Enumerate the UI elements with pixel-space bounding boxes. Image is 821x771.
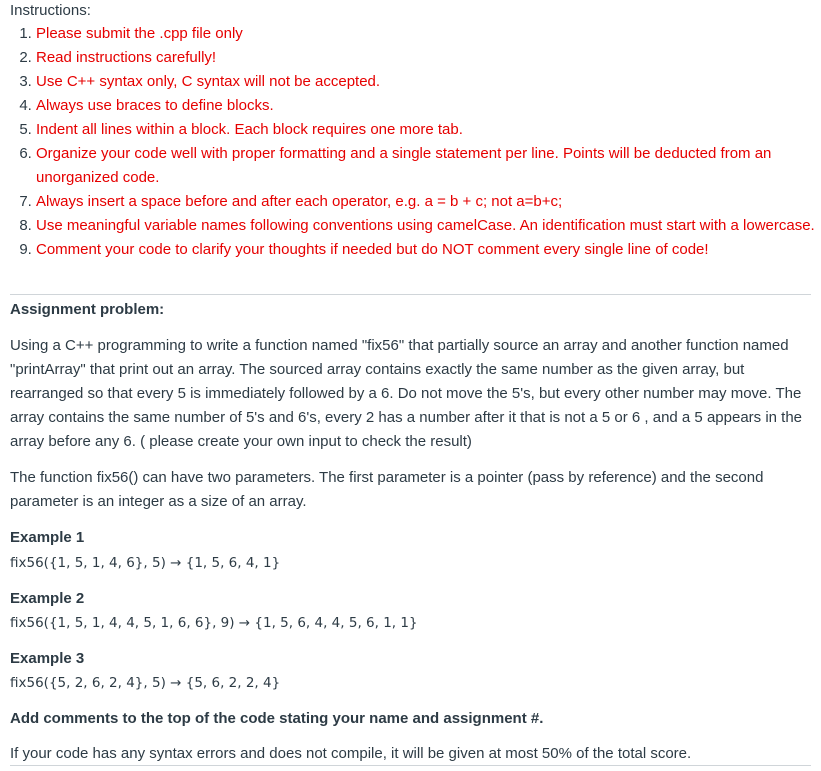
instruction-item [36, 118, 821, 142]
syntax-note: If your code has any syntax errors and does not compile, it will be given at most 50% of the total score. [10, 745, 692, 762]
assignment-heading: Assignment problem: [10, 301, 165, 318]
instruction-item [36, 46, 821, 70]
example-2-code: fix56({1, 5, 1, 4, 4, 5, 1, 6, 6}, 9) → {1, 5, 6, 4, 4, 5, 6, 1, 1} [10, 615, 418, 631]
instruction-item [36, 70, 821, 94]
comments-note: Add comments to the top of the code stating your name and assignment #. [10, 710, 544, 727]
instruction-text: Please submit the .cpp file only [36, 25, 243, 42]
instruction-item [36, 22, 821, 46]
instruction-text: Use C++ syntax only, C syntax will not be accepted. [36, 73, 381, 90]
example-1-title: Example 1 [10, 529, 85, 546]
instructions-list [10, 22, 821, 262]
instruction-item [36, 94, 821, 118]
instruction-text: Indent all lines within a block. Each block requires one more tab. [36, 121, 463, 138]
instruction-item [36, 142, 821, 190]
assignment-paragraph-1: Using a C++ programming to write a function named "fix56" that partially source an array and another function named "printArray" that print out an array. The sourced array contains exactly the same number as the given array, but rearranged so that every 5 is immediately followed by a 6. Do not move the 5's, but every other number may move. The array contains the same number of 5's and 6's, every 2 has a number after it that is not a 5 or 6 , and a 5 appears in the array before any 6. ( please create your own input to check the result) [10, 337, 803, 450]
example-2-title: Example 2 [10, 590, 85, 607]
instruction-text: Read instructions carefully! [36, 49, 217, 66]
example-3-code: fix56({5, 2, 6, 2, 4}, 5) → {5, 6, 2, 2, 4} [10, 675, 281, 691]
assignment-paragraph-2: The function fix56() can have two parameters. The first parameter is a pointer (pass by reference) and the second parameter is an integer as a size of an array. [10, 469, 764, 510]
section-divider [10, 294, 811, 295]
instruction-text: Organize your code well with proper formatting and a single statement per line. Points will be deducted from an unorganized code. [36, 145, 772, 186]
instruction-text: Always insert a space before and after each operator, e.g. a = b + c; not a=b+c; [36, 193, 563, 210]
instruction-text: Comment your code to clarify your thoughts if needed but do NOT comment every single line of code! [36, 241, 709, 258]
example-3-title: Example 3 [10, 650, 85, 667]
instruction-text: Use meaningful variable names following conventions using camelCase. An identification must start with a lowercase. [36, 217, 815, 234]
instruction-item [36, 190, 821, 214]
example-1-code: fix56({1, 5, 1, 4, 6}, 5) → {1, 5, 6, 4, 1} [10, 555, 281, 571]
bottom-divider [10, 765, 811, 766]
instruction-text: Always use braces to define blocks. [36, 97, 274, 114]
instruction-item [36, 214, 821, 238]
instructions-heading: Instructions: [10, 2, 91, 19]
instruction-item [36, 238, 821, 262]
